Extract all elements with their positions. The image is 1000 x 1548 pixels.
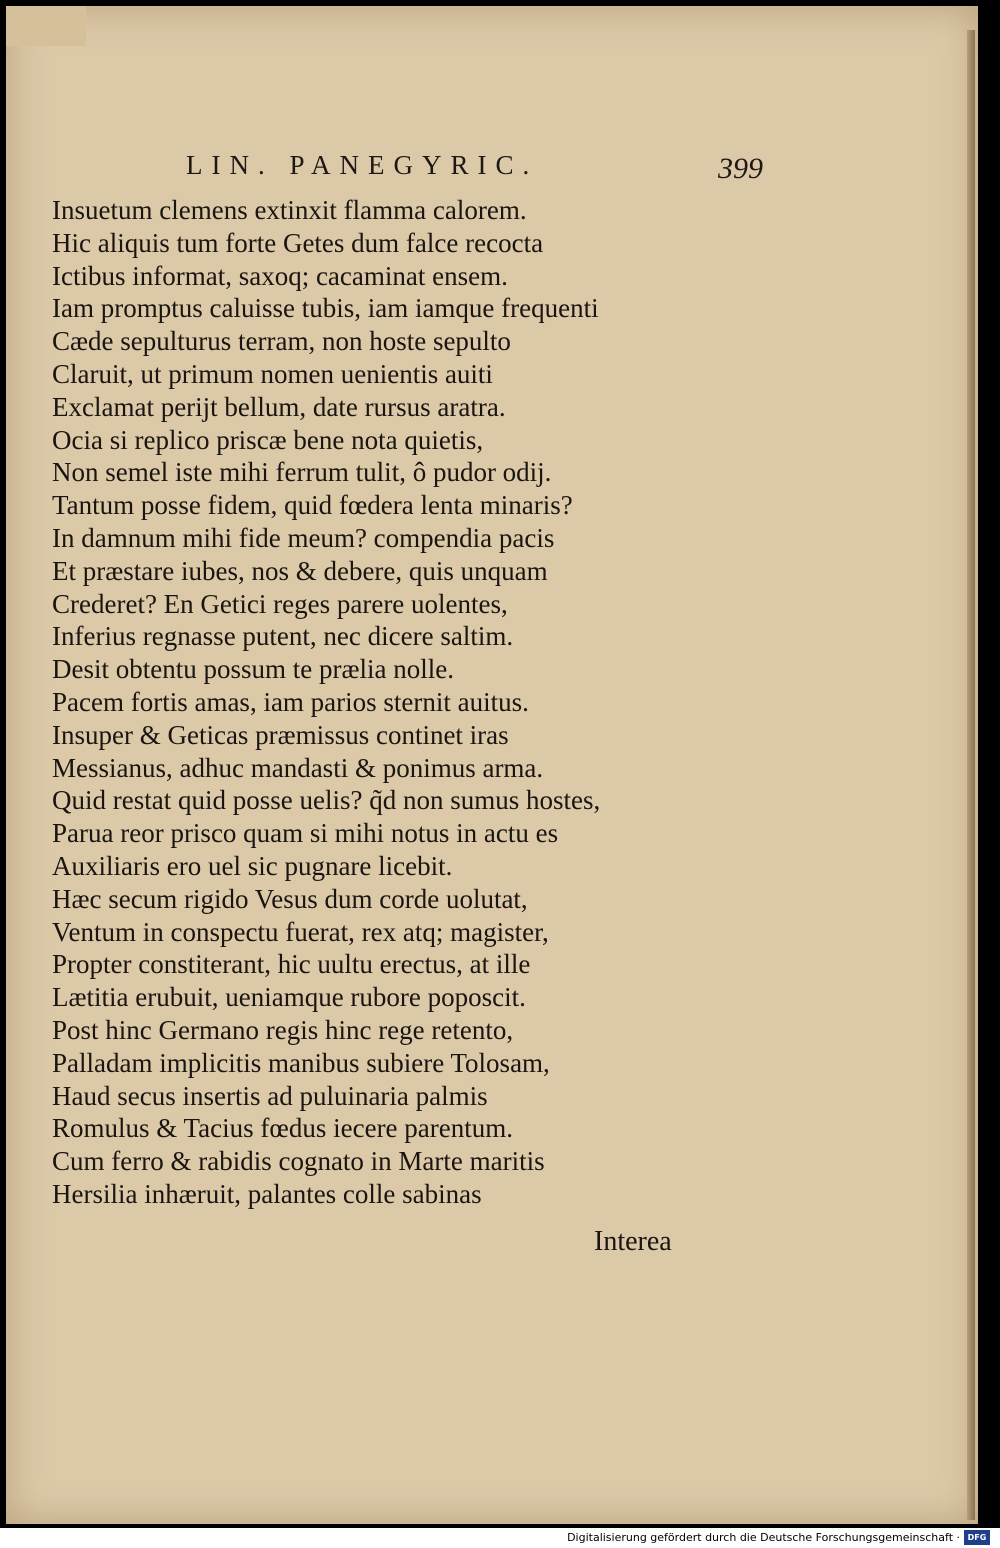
verse-line: Cum ferro & rabidis cognato in Marte maritis — [52, 1146, 545, 1177]
page-number: 399 — [718, 152, 763, 185]
verse-line: Crederet? En Getici reges parere uolentes, — [52, 588, 508, 619]
page-edge — [967, 30, 975, 1520]
verse-line: Propter constiterant, hic uultu erectus, at ille — [52, 949, 531, 980]
verse-line: Inferius regnasse putent, nec dicere saltim. — [52, 621, 514, 652]
verse-line: Claruit, ut primum nomen uenientis auiti — [52, 358, 493, 389]
verse-line: Post hinc Germano regis hinc rege retento, — [52, 1014, 514, 1045]
verse-line: Lætitia erubuit, ueniamque rubore poposcit. — [52, 982, 526, 1013]
book-page — [6, 6, 978, 1524]
verse-line: Exclamat perijt bellum, date rursus aratra. — [52, 391, 506, 422]
running-head: LIN. PANEGYRIC. — [186, 150, 539, 180]
verse-line: Ictibus informat, saxoq; cacaminat ensem. — [52, 260, 508, 291]
footer-bar — [0, 1528, 1000, 1548]
verse-line: Auxiliaris ero uel sic pugnare licebit. — [52, 850, 453, 881]
verse-line: Non semel iste mihi ferrum tulit, ô pudor odij. — [52, 457, 552, 488]
dfg-logo: DFG — [964, 1530, 990, 1545]
verse-line: Quid restat quid posse uelis? q̃d non sumus hostes, — [52, 785, 601, 816]
verse-line: Hic aliquis tum forte Getes dum falce recocta — [52, 227, 544, 258]
verse-line: Messianus, adhuc mandasti & ponimus arma. — [52, 752, 544, 783]
verse-line: Ventum in conspectu fuerat, rex atq; magister, — [52, 916, 549, 947]
verse-line: Tantum posse fidem, quid fœdera lenta minaris? — [52, 490, 573, 521]
verse-line: Insuper & Geticas præmissus continet iras — [52, 719, 509, 750]
verse-line: Iam promptus caluisse tubis, iam iamque frequenti — [52, 293, 599, 324]
verse-line: Parua reor prisco quam si mihi notus in actu es — [52, 818, 559, 849]
verse-line: Haud secus insertis ad puluinaria palmis — [52, 1080, 488, 1111]
verse-line: Cæde sepulturus terram, non hoste sepulto — [52, 326, 511, 357]
verse-line: Et præstare iubes, nos & debere, quis unquam — [52, 555, 548, 586]
verse-line: In damnum mihi fide meum? compendia pacis — [52, 522, 555, 553]
verse-line: Pacem fortis amas, iam parios sternit auitus. — [52, 686, 529, 717]
verse-block — [52, 194, 732, 1211]
verse-line: Palladam implicitis manibus subiere Tolosam, — [52, 1047, 550, 1078]
verse-line: Ocia si replico priscæ bene nota quietis, — [52, 424, 484, 455]
verse-line: Hæc secum rigido Vesus dum corde uolutat, — [52, 883, 528, 914]
footer-credit: Digitalisierung gefördert durch die Deutsche Forschungsgemeinschaft · — [567, 1531, 960, 1544]
verse-line: Insuetum clemens extinxit flamma calorem. — [52, 195, 527, 225]
verse-line: Desit obtentu possum te prælia nolle. — [52, 654, 454, 685]
verse-line: Romulus & Tacius fœdus iecere parentum. — [52, 1113, 514, 1144]
catchword: Interea — [594, 1226, 672, 1257]
page-corner — [6, 6, 86, 46]
verse-line: Hersilia inhæruit, palantes colle sabinas — [52, 1178, 482, 1209]
